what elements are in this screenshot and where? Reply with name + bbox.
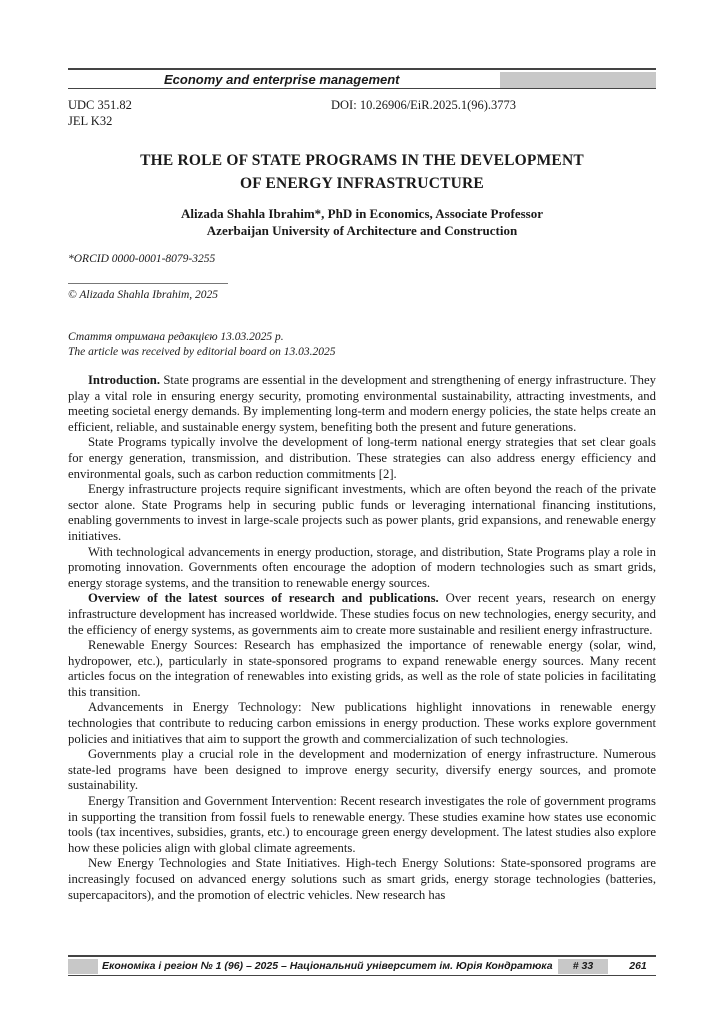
section-heading-overview: Overview of the latest sources of research and publications. (88, 591, 439, 606)
paragraph: Energy infrastructure projects require significant investments, which are often beyond the reach of the private sector alone. State Programs help in securing public funds or leveraging international financing institutions, enabling governments to invest in large-scale projects such as power plants, grid expansions, and renewable energy initiatives. (68, 482, 656, 543)
page-number: 261 (629, 960, 647, 972)
header-rule-top (68, 68, 656, 70)
title-line-1: THE ROLE OF STATE PROGRAMS IN THE DEVELOPMENT (140, 152, 584, 169)
paragraph: Governments play a crucial role in the development and modernization of energy infrastructure. Numerous state-led programs have been designed to improve energy security, diversify energy sources, and promote sustainability. (68, 747, 656, 793)
paragraph: New Energy Technologies and State Initiatives. High-tech Energy Solutions: State-sponsored programs are increasingly focused on advanced energy solutions such as smart grids, energy storage technologies (batteries, supercapacitors), and the promotion of electric vehicles. New research has (68, 856, 656, 902)
paragraph: Renewable Energy Sources: Research has emphasized the importance of renewable energy (solar, wind, hydropower, etc.), particularly in state-sponsored programs to expand renewable energy sources. Many recent articles focus on the integration of renewables into existing grids, as well as the role of state policies in facilitating this transition. (68, 638, 656, 699)
paragraph: State Programs typically involve the development of long-term national energy strategies that set clear goals for energy generation, transmission, and distribution. These strategies can also address energy efficiency and environmental goals, such as carbon reduction commitments [2]. (68, 435, 656, 481)
running-footer (68, 955, 656, 975)
issue-number: # 33 (572, 960, 594, 972)
affiliation: Azerbaijan University of Architecture and Construction (206, 223, 518, 238)
section-heading-introduction: Introduction. (88, 373, 161, 387)
footer-shade-left (68, 959, 98, 974)
header-shade (500, 72, 656, 88)
paragraph: Advancements in Energy Technology: New publications highlight innovations in renewable energy technologies that contribute to reducing carbon emissions in energy production. These works explore government policies and initiatives that aim to support the growth and commercialization of such technologies. (68, 700, 656, 746)
orcid: *ORCID 0000-0001-8079-3255 (68, 253, 216, 265)
paragraph: Introduction. State programs are essential in the development and strengthening of energy infrastructure. They play a vital role in ensuring energy security, promoting environmental sustainability, attracting investments, and meeting societal energy demands. By implementing long-term and modern energy policies, the state helps create an efficient, reliable, and sustainable energy system, benefiting both the present and future generations. (68, 373, 656, 434)
received-note-en: The article was received by editorial board on 13.03.2025 (68, 346, 336, 358)
received-note-ua: Стаття отримана редакцією 13.03.2025 р. (68, 331, 284, 343)
article-title (68, 149, 656, 195)
paragraph: Overview of the latest sources of research and publications. Over recent years, research on energy infrastructure development has increased worldwide. These studies focus on new technologies, energy security, and the efficiency of energy systems, as governments aim to create more sustainable and resilient energy infrastructure. (68, 591, 656, 637)
title-line-2: OF ENERGY INFRASTRUCTURE (240, 175, 484, 192)
jel-code: JEL K32 (68, 114, 113, 128)
author-line: Alizada Shahla Ibrahim*, PhD in Economics, Associate Professor (181, 206, 543, 221)
header-rule-bottom (68, 88, 656, 89)
copyright: © Alizada Shahla Ibrahim, 2025 (68, 289, 219, 301)
article-body (68, 373, 656, 903)
journal-info: Економіка і регіон № 1 (96) – 2025 – Національний університет ім. Юрія Кондратюка (102, 960, 553, 972)
footer-rule-bottom (68, 975, 656, 976)
running-header (68, 68, 656, 88)
separator-rule (68, 283, 228, 284)
paragraph: Energy Transition and Government Intervention: Recent research investigates the role of government programs in supporting the transition from fossil fuels to renewable energy. These studies examine how states use economic tools (tax incentives, subsidies, grants, etc.) to encourage green energy development. The latest studies also explore how these policies align with global climate agreements. (68, 794, 656, 855)
udc-code: UDC 351.82 (68, 98, 132, 112)
paragraph: With technological advancements in energy production, storage, and distribution, State Programs play a role in promoting innovation. Governments often encourage the adoption of modern technologies such as smart grids, energy storage systems, and the transition to renewable energy sources. (68, 544, 656, 590)
doi: DOI: 10.26906/EiR.2025.1(96).3773 (331, 98, 517, 112)
section-title: Economy and enterprise management (164, 72, 400, 87)
footer-rule-top (68, 955, 656, 957)
